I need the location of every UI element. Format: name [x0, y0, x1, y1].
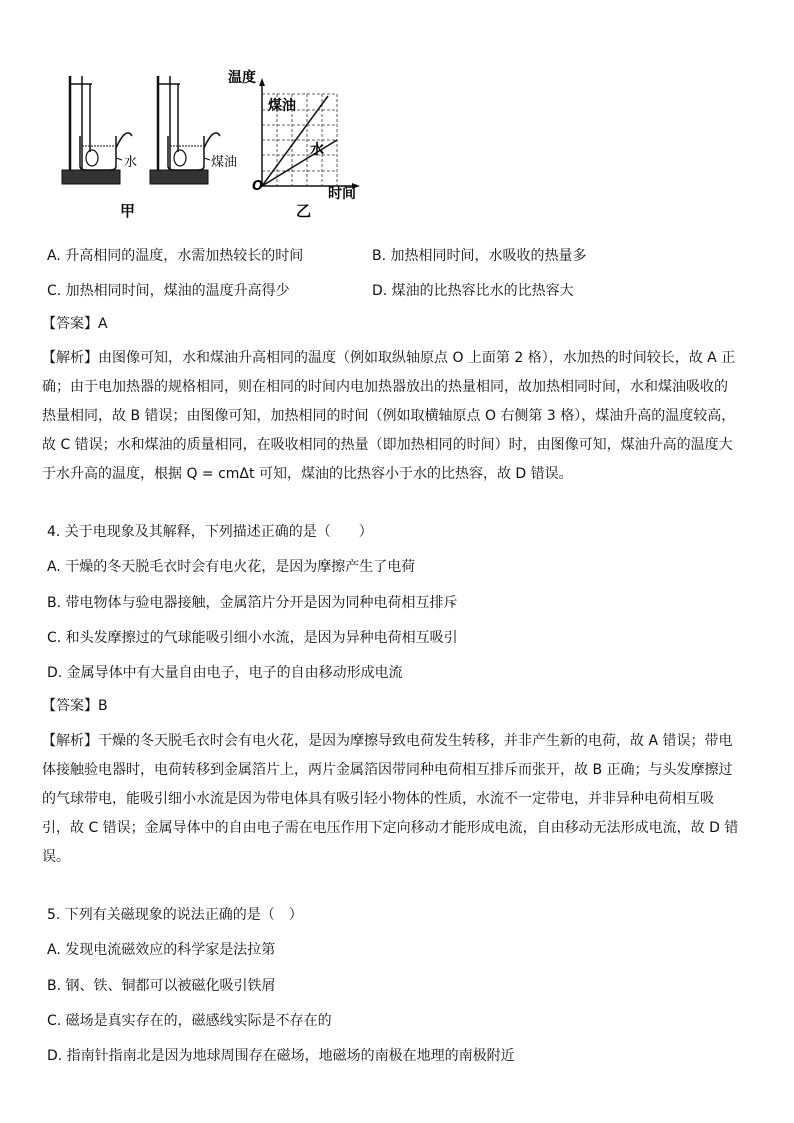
q4-analysis	[42, 731, 742, 876]
axis-y-label: 温度	[228, 70, 256, 86]
q5-option-d: D. 指南针指南北是因为地球周围存在磁场，地磁场的南极在地理的南极附近	[47, 1048, 515, 1064]
q3-analysis-line: 故 C 错误；水和煤油的质量相同，在吸收相同的热量（即加热相同的时间）时，由图像可知，煤油升高的温度大	[42, 437, 733, 453]
q4-analysis-line: 的气球带电，能吸引细小水流是因为带电体具有吸引轻小物体的性质，水流不一定带电，并非异种电荷相互吸	[42, 791, 714, 807]
label-yi: 乙	[296, 202, 312, 220]
temperature-time-graph	[259, 78, 360, 189]
q4-analysis-line: 误。	[42, 849, 70, 865]
q3-analysis-line: 确；由于电加热器的规格相同，则在相同的时间内电加热器放出的热量相同，故加热相同时间，水和煤油吸收的	[42, 379, 728, 395]
q3-option-row-2	[47, 280, 747, 300]
q3-option-d: D. 煤油的比热容比水的比热容大	[372, 283, 574, 299]
q3-option-row-1	[47, 245, 747, 265]
label-jia: 甲	[120, 202, 136, 220]
apparatus-and-graph	[56, 66, 376, 226]
q4-option-c: C. 和头发摩擦过的气球能吸引细小水流，是因为异种电荷相互吸引	[47, 630, 458, 646]
q3-analysis-line: 【解析】由图像可知，水和煤油升高相同的温度（例如取纵轴原点 O 上面第 2 格），水加热的时间较长，故 A 正	[42, 350, 736, 366]
water-line	[262, 140, 337, 186]
q3-answer: 【答案】A	[42, 316, 108, 332]
label-kerosene: 煤油	[211, 155, 238, 170]
q5-option-a: A. 发现电流磁效应的科学家是法拉第	[47, 942, 276, 958]
series-water-label: 水	[310, 142, 324, 158]
q3-analysis-line: 于水升高的温度，根据 Q = cmΔt 可知，煤油的比热容小于水的比热容，故 D 错误。	[42, 466, 573, 482]
q3-option-c: C. 加热相同时间，煤油的温度升高得少	[47, 283, 290, 299]
q4-answer: 【答案】B	[42, 698, 108, 714]
q5-option-c: C. 磁场是真实存在的，磁感线实际是不存在的	[47, 1013, 332, 1029]
q3-analysis-line: 热量相同，故 B 错误；由图像可知，加热相同的时间（例如取横轴原点 O 右侧第 3 格），煤油升高的温度较高，	[42, 408, 736, 424]
q4-analysis-line: 【解析】干燥的冬天脱毛衣时会有电火花，是因为摩擦导致电荷发生转移，并非产生新的电荷，故 A 错误；带电	[42, 733, 733, 749]
q4-stem: 4. 关于电现象及其解释，下列描述正确的是（ ）	[47, 524, 373, 540]
q4-analysis-line: 体接触验电器时，电荷转移到金属箔片上，两片金属箔因带同种电荷相互排斥而张开，故 B 正确；与头发摩擦过	[42, 762, 733, 778]
q3-option-a: A. 升高相同的温度，水需加热较长的时间	[47, 248, 304, 264]
q3-option-b: B. 加热相同时间，水吸收的热量多	[372, 248, 587, 264]
apparatus-kerosene	[150, 76, 220, 184]
q4-analysis-line: 引，故 C 错误；金属导体中的自由电子需在电压作用下定向移动才能形成电流，自由移动无法形成电流，故 D 错	[42, 820, 739, 836]
experiment-figure	[56, 66, 376, 226]
q5-option-b: B. 钢、铁、铜都可以被磁化吸引铁屑	[47, 978, 276, 994]
q3-analysis	[42, 348, 742, 493]
q5-stem: 5. 下列有关磁现象的说法正确的是（ ）	[47, 907, 303, 923]
q4-option-b: B. 带电物体与验电器接触，金属箔片分开是因为同种电荷相互排斥	[47, 595, 458, 611]
label-water: 水	[124, 155, 138, 170]
q4-option-a: A. 干燥的冬天脱毛衣时会有电火花，是因为摩擦产生了电荷	[47, 559, 416, 575]
apparatus-water	[62, 76, 132, 184]
origin-label: O	[252, 179, 264, 194]
q4-option-d: D. 金属导体中有大量自由电子，电子的自由移动形成电流	[47, 665, 403, 681]
series-kerosene-label: 煤油	[268, 98, 296, 114]
axis-x-label: 时间	[328, 186, 356, 202]
